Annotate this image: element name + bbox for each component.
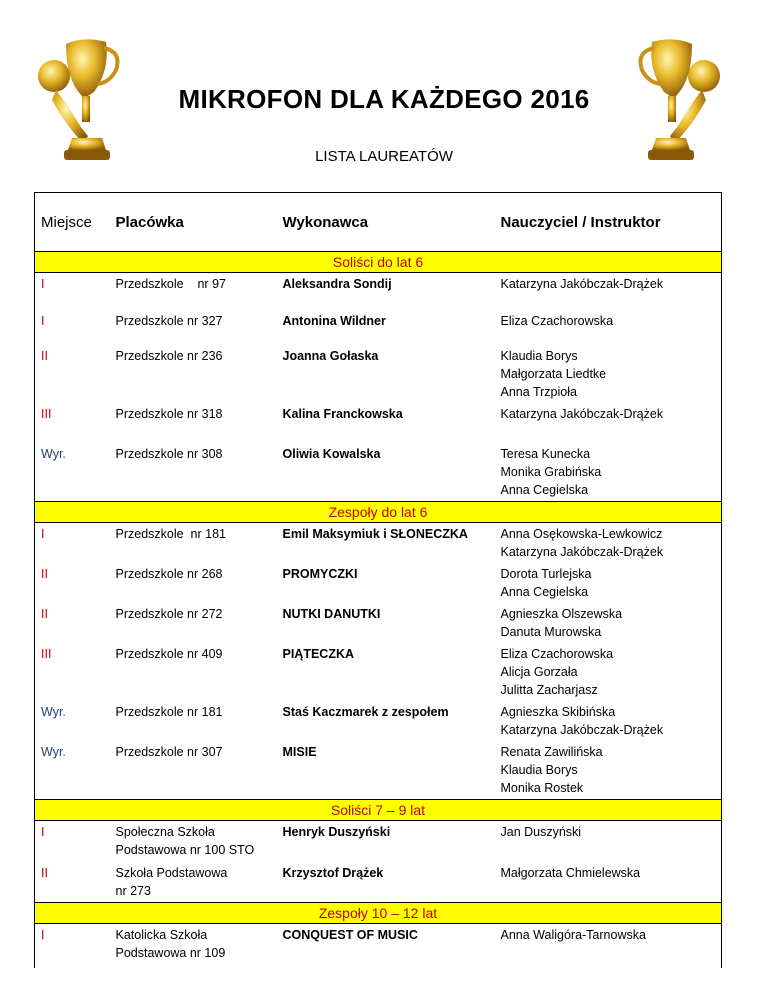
- table-row: [35, 924, 722, 968]
- teacher-line: Anna Cegielska: [500, 482, 589, 497]
- table-row: [35, 443, 722, 502]
- performer-cell: Kalina Franckowska: [282, 406, 403, 421]
- column-header-performer: Wykonawca: [277, 193, 495, 252]
- category-row: [35, 799, 722, 820]
- school-line: Przedszkole nr 97: [115, 277, 226, 291]
- school-line: Przedszkole nr 327: [115, 313, 223, 328]
- school-line: Przedszkole nr 181: [115, 526, 226, 541]
- place-cell: Wyr.: [35, 741, 110, 800]
- school-line: Szkoła Podstawowa: [115, 866, 228, 880]
- school-cell: [110, 603, 277, 643]
- teacher-line: Monika Rostek: [500, 780, 584, 795]
- performer-cell: Aleksandra Sondij: [282, 277, 392, 291]
- teacher-line: Eliza Czachorowska: [500, 646, 614, 661]
- performer-cell: MISIE: [282, 744, 317, 759]
- place-cell: I: [35, 273, 110, 310]
- teacher-cell: [495, 924, 722, 968]
- school-line: Przedszkole nr 307: [115, 744, 223, 759]
- column-header-teacher: Nauczyciel / Instruktor: [495, 193, 722, 252]
- school-cell: [110, 820, 277, 862]
- category-title: Soliści do lat 6: [35, 252, 722, 273]
- teacher-line: Klaudia Borys: [500, 348, 578, 363]
- performer-cell: Joanna Gołaska: [282, 348, 379, 363]
- category-row: [35, 252, 722, 273]
- school-cell: [110, 862, 277, 903]
- school-cell: [110, 924, 277, 968]
- category-row: [35, 903, 722, 924]
- table-body: [35, 252, 722, 968]
- performer-cell: Antonina Wildner: [282, 313, 386, 328]
- place-cell: I: [35, 820, 110, 862]
- teacher-line: Agnieszka Olszewska: [500, 606, 623, 621]
- place-cell: Wyr.: [35, 701, 110, 741]
- school-cell: [110, 403, 277, 443]
- teacher-line: Anna Cegielska: [500, 584, 589, 599]
- teacher-line: Katarzyna Jakóbczak-Drążek: [500, 722, 664, 737]
- laureates-table: [34, 192, 722, 968]
- school-cell: [110, 310, 277, 345]
- teacher-line: Dorota Turlejska: [500, 566, 592, 581]
- column-header-place: Miejsce: [35, 193, 110, 252]
- place-cell: II: [35, 603, 110, 643]
- school-cell: [110, 701, 277, 741]
- table-row: [35, 403, 722, 443]
- school-cell: [110, 522, 277, 563]
- performer-cell: CONQUEST OF MUSIC: [282, 928, 418, 942]
- performer-cell: PROMYCZKI: [282, 566, 358, 581]
- teacher-cell: [495, 273, 722, 310]
- teacher-line: Alicja Gorzała: [500, 664, 578, 679]
- teacher-line: Julitta Zacharjasz: [500, 682, 598, 697]
- teacher-line: Klaudia Borys: [500, 762, 578, 777]
- category-title: Zespoły do lat 6: [35, 501, 722, 522]
- teacher-line: Agnieszka Skibińska: [500, 704, 616, 719]
- school-line: Podstawowa nr 109: [115, 946, 226, 960]
- school-cell: [110, 273, 277, 310]
- place-cell: III: [35, 403, 110, 443]
- teacher-line: Katarzyna Jakóbczak-Drążek: [500, 544, 664, 559]
- teacher-line: Monika Grabińska: [500, 464, 602, 479]
- performer-cell: Henryk Duszyński: [282, 824, 391, 839]
- performer-cell: Staś Kaczmarek z zespołem: [282, 704, 449, 719]
- teacher-line: Małgorzata Liedtke: [500, 366, 607, 381]
- place-cell: Wyr.: [35, 443, 110, 502]
- school-line: Przedszkole nr 272: [115, 606, 223, 621]
- teacher-cell: [495, 701, 722, 741]
- school-cell: [110, 443, 277, 502]
- teacher-line: Anna Waligóra-Tarnowska: [500, 928, 646, 942]
- teacher-line: Anna Trzpioła: [500, 384, 577, 399]
- teacher-cell: [495, 522, 722, 563]
- school-cell: [110, 741, 277, 800]
- table-row: [35, 741, 722, 800]
- school-line: Przedszkole nr 318: [115, 406, 223, 421]
- teacher-cell: [495, 862, 722, 903]
- teacher-cell: [495, 403, 722, 443]
- teacher-line: Anna Osękowska-Lewkowicz: [500, 526, 663, 541]
- school-cell: [110, 643, 277, 701]
- teacher-cell: [495, 603, 722, 643]
- school-line: Przedszkole nr 181: [115, 704, 223, 719]
- place-cell: II: [35, 345, 110, 403]
- teacher-cell: [495, 643, 722, 701]
- school-line: Przedszkole nr 308: [115, 446, 223, 461]
- category-title: Zespoły 10 – 12 lat: [35, 903, 722, 924]
- place-cell: I: [35, 522, 110, 563]
- table-header-row: [35, 193, 722, 252]
- place-cell: I: [35, 924, 110, 968]
- category-title: Soliści 7 – 9 lat: [35, 799, 722, 820]
- page-title: MIKROFON DLA KAŻDEGO 2016: [178, 84, 590, 114]
- teacher-line: Katarzyna Jakóbczak-Drążek: [500, 277, 664, 291]
- teacher-cell: [495, 820, 722, 862]
- place-cell: II: [35, 563, 110, 603]
- school-line: Przedszkole nr 409: [115, 646, 223, 661]
- school-line: Społeczna Szkoła: [115, 824, 215, 839]
- performer-cell: NUTKI DANUTKI: [282, 606, 381, 621]
- teacher-cell: [495, 310, 722, 345]
- school-cell: [110, 563, 277, 603]
- category-row: [35, 501, 722, 522]
- table-row: [35, 701, 722, 741]
- teacher-line: Eliza Czachorowska: [500, 313, 614, 328]
- teacher-cell: [495, 443, 722, 502]
- teacher-cell: [495, 345, 722, 403]
- table-row: [35, 310, 722, 345]
- page-subtitle: LISTA LAUREATÓW: [315, 148, 453, 165]
- teacher-line: Danuta Murowska: [500, 624, 602, 639]
- place-cell: II: [35, 862, 110, 903]
- school-cell: [110, 345, 277, 403]
- school-line: Przedszkole nr 268: [115, 566, 223, 581]
- column-header-school: Placówka: [110, 193, 277, 252]
- teacher-cell: [495, 563, 722, 603]
- performer-cell: Oliwia Kowalska: [282, 446, 381, 461]
- place-cell: III: [35, 643, 110, 701]
- performer-cell: PIĄTECZKA: [282, 646, 355, 661]
- table-row: [35, 273, 722, 310]
- school-line: Podstawowa nr 100 STO: [115, 842, 255, 857]
- place-cell: I: [35, 310, 110, 345]
- teacher-line: Jan Duszyński: [500, 824, 582, 839]
- table-row: [35, 862, 722, 903]
- table-row: [35, 522, 722, 563]
- table-row: [35, 345, 722, 403]
- teacher-line: Teresa Kunecka: [500, 446, 591, 461]
- school-line: Katolicka Szkoła: [115, 928, 208, 942]
- teacher-line: Renata Zawilińska: [500, 744, 603, 759]
- table-row: [35, 563, 722, 603]
- table-row: [35, 603, 722, 643]
- table-row: [35, 820, 722, 862]
- performer-cell: Krzysztof Drążek: [282, 866, 384, 880]
- teacher-line: Katarzyna Jakóbczak-Drążek: [500, 406, 664, 421]
- school-line: nr 273: [115, 884, 151, 898]
- table-row: [35, 643, 722, 701]
- performer-cell: Emil Maksymiuk i SŁONECZKA: [282, 526, 468, 541]
- teacher-line: Małgorzata Chmielewska: [500, 866, 641, 880]
- teacher-cell: [495, 741, 722, 800]
- school-line: Przedszkole nr 236: [115, 348, 223, 363]
